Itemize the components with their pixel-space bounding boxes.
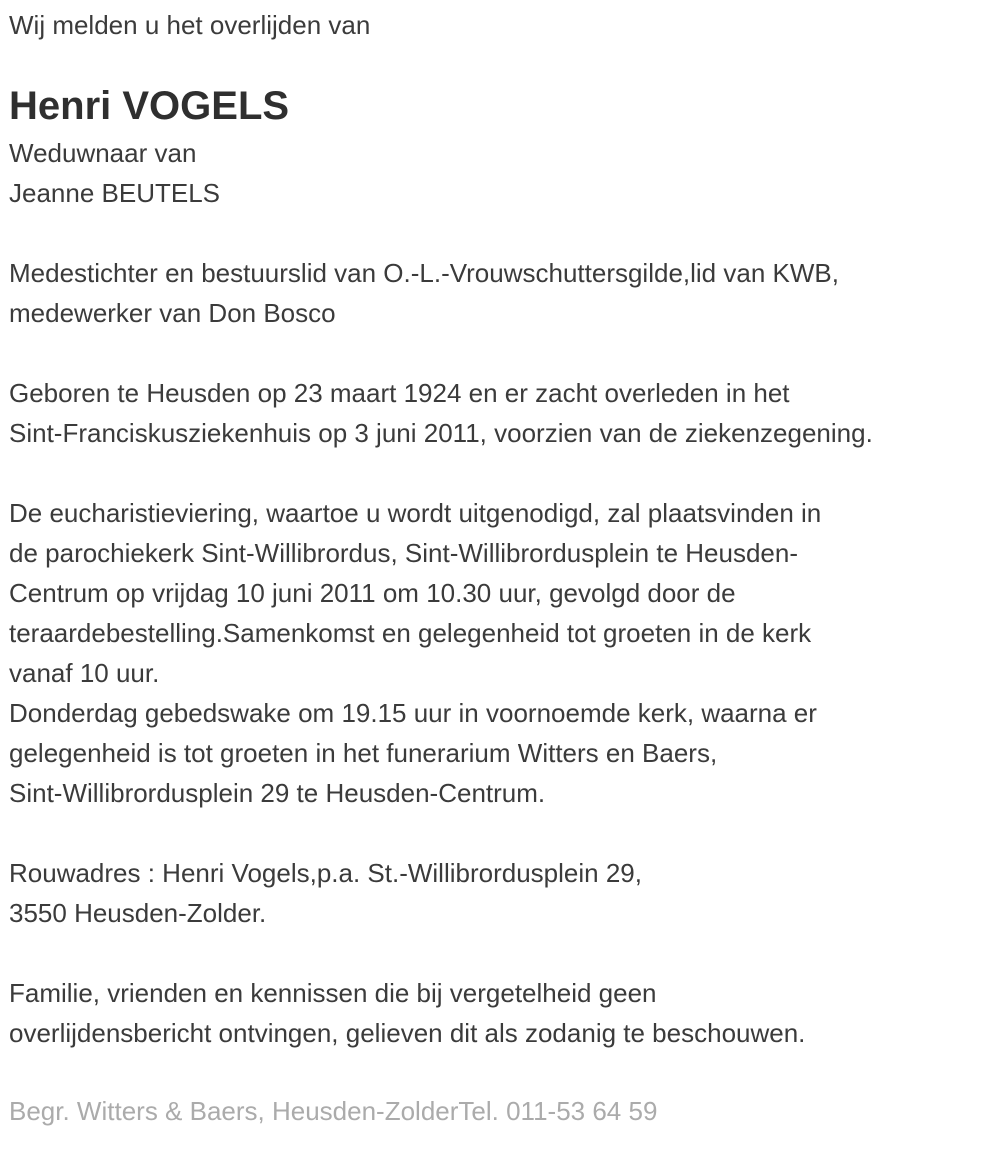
prayer-wake-line: Sint-Willibrordusplein 29 te Heusden-Centrum. [9,778,546,808]
funeral-home-phone: Tel. 011-53 64 59 [458,1096,658,1126]
prayer-wake-line: Donderdag gebedswake om 19.15 uur in voornoemde kerk, waarna er [9,698,817,728]
funeral-home-name: Begr. Witters & Baers, Heusden-Zolder [9,1096,459,1126]
relation-section [9,133,988,213]
mourning-address-line: 3550 Heusden-Zolder. [9,898,267,928]
funeral-service-line: De eucharistieviering, waartoe u wordt uitgenodigd, zal plaatsvinden in [9,498,822,528]
funeral-service-line: de parochiekerk Sint-Willibrordus, Sint-Willibrordusplein te Heusden- [9,538,798,568]
funeral-service-section [9,493,988,693]
notice-line: overlijdensbericht ontvingen, gelieven dit als zodanig te beschouwen. [9,1018,806,1048]
life-dates-section [9,373,988,453]
prayer-wake-section [9,693,988,813]
notice-section [9,973,988,1053]
membership-line: Medestichter en bestuurslid van O.-L.-Vrouwschuttersgilde,lid van KWB, [9,258,839,288]
spouse-name: Jeanne BEUTELS [9,178,221,208]
notice-line: Familie, vrienden en kennissen die bij vergetelheid geen [9,978,657,1008]
membership-line: medewerker van Don Bosco [9,298,336,328]
relation-line: Weduwnaar van [9,138,197,168]
memberships-section [9,253,988,333]
life-dates-line: Geboren te Heusden op 23 maart 1924 en er zacht overleden in het [9,378,790,408]
mourning-address-section [9,853,988,933]
funeral-home-footer [9,1091,988,1131]
prayer-wake-line: gelegenheid is tot groeten in het funerarium Witters en Baers, [9,738,718,768]
life-dates-line: Sint-Franciskusziekenhuis op 3 juni 2011, voorzien van de ziekenzegening. [9,418,873,448]
funeral-service-line: teraardebestelling.Samenkomst en gelegenheid tot groeten in de kerk [9,618,812,648]
deceased-name: Henri VOGELS [9,84,290,128]
intro-text: Wij melden u het overlijden van [9,10,371,40]
funeral-service-line: vanaf 10 uur. [9,658,160,688]
mourning-address-line: Rouwadres : Henri Vogels,p.a. St.-Willibrordusplein 29, [9,858,642,888]
funeral-service-line: Centrum op vrijdag 10 juni 2011 om 10.30 uur, gevolgd door de [9,578,736,608]
